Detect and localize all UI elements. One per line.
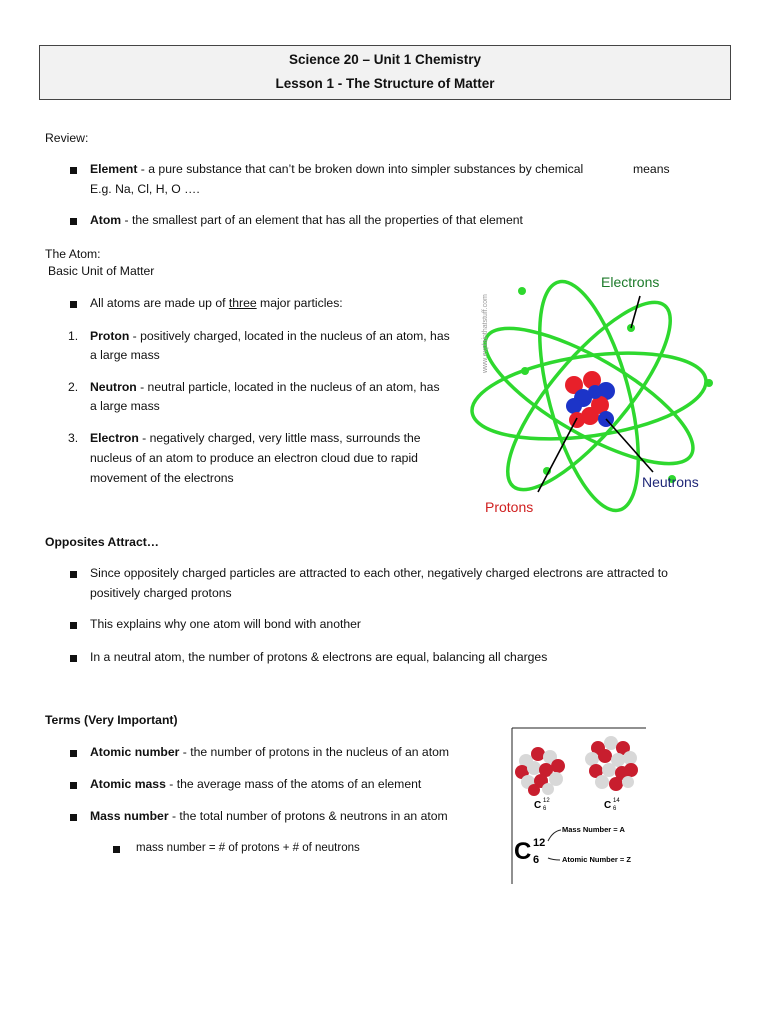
list-number: 1. bbox=[68, 329, 79, 343]
mass-number-label: Mass Number = A bbox=[562, 825, 625, 834]
element-example: E.g. Na, Cl, H, O …. bbox=[90, 182, 200, 196]
big-c-subscript: 6 bbox=[533, 854, 540, 866]
bullet-square bbox=[70, 655, 77, 662]
c14-subscript: 6 bbox=[613, 806, 617, 812]
neutron-line-1: Neutron - neutral particle, located in the nucleus of an atom, has bbox=[90, 380, 440, 394]
c12-superscript: 12 bbox=[543, 798, 550, 804]
bullet-square bbox=[70, 750, 77, 757]
atom-diagram bbox=[465, 258, 730, 523]
big-c-superscript: 12 bbox=[533, 837, 546, 849]
carbon-14-nucleus bbox=[585, 736, 638, 791]
list-number: 3. bbox=[68, 431, 79, 445]
bullet-square bbox=[113, 846, 120, 853]
atomic-number-label: Atomic Number = Z bbox=[562, 855, 631, 864]
proton-line-1: Proton - positively charged, located in the nucleus of an atom, has bbox=[90, 329, 450, 343]
protons-label: Protons bbox=[485, 499, 534, 515]
terms-heading: Terms (Very Important) bbox=[45, 713, 178, 727]
neutrons-label: Neutrons bbox=[642, 474, 699, 490]
carbon-12-nucleus bbox=[515, 747, 565, 796]
mass-number-formula: mass number = # of protons + # of neutrons bbox=[136, 842, 360, 854]
neutron-line-2: a large mass bbox=[90, 399, 160, 413]
isotope-figure bbox=[508, 726, 648, 886]
page-subtitle: Lesson 1 - The Structure of Matter bbox=[275, 76, 495, 91]
the-atom-heading: The Atom: bbox=[45, 247, 101, 261]
bullet-square bbox=[70, 301, 77, 308]
the-atom-subheading: Basic Unit of Matter bbox=[48, 264, 155, 278]
opposites-bullet-1-line-2: positively charged protons bbox=[90, 586, 232, 600]
c14-symbol: C bbox=[604, 800, 612, 811]
electron-line-2: nucleus of an atom to produce an electron cloud due to rapid bbox=[90, 451, 418, 465]
c12-subscript: 6 bbox=[543, 806, 547, 812]
c14-superscript: 14 bbox=[613, 798, 620, 804]
element-means: means bbox=[633, 162, 670, 176]
atomic-number-term: Atomic number - the number of protons in the nucleus of an atom bbox=[90, 745, 450, 759]
opposites-bullet-3: In a neutral atom, the number of protons & electrons are equal, balancing all charges bbox=[90, 650, 548, 664]
bullet-square bbox=[70, 218, 77, 225]
bullet-square bbox=[70, 782, 77, 789]
opposites-heading: Opposites Attract… bbox=[45, 535, 159, 549]
watermark: www.explainthatstuff.com bbox=[482, 294, 489, 373]
electron-line-1: Electron - negatively charged, very little mass, surrounds the bbox=[90, 431, 421, 445]
atom-definition: Atom - the smallest part of an element that has all the properties of that element bbox=[90, 213, 523, 227]
atomic-number-pointer bbox=[548, 858, 560, 860]
mass-number-pointer bbox=[548, 830, 561, 841]
bullet-square bbox=[70, 571, 77, 578]
bullet-square bbox=[70, 622, 77, 629]
proton-line-2: a large mass bbox=[90, 348, 160, 362]
bullet-square bbox=[70, 814, 77, 821]
bullet-square bbox=[70, 167, 77, 174]
electron-line-3: movement of the electrons bbox=[90, 471, 234, 485]
list-number: 2. bbox=[68, 380, 79, 394]
mass-number-term: Mass number - the total number of protons & neutrons in an atom bbox=[90, 809, 448, 823]
review-heading: Review: bbox=[45, 131, 89, 145]
opposites-bullet-2: This explains why one atom will bond with another bbox=[90, 617, 361, 631]
atomic-mass-term: Atomic mass - the average mass of the atoms of an element bbox=[90, 777, 422, 791]
title-box bbox=[39, 45, 731, 100]
opposites-bullet-1-line-1: Since oppositely charged particles are attracted to each other, negatively charged electrons are attracted to bbox=[90, 566, 668, 580]
page-title: Science 20 – Unit 1 Chemistry bbox=[288, 52, 482, 67]
particles-bullet: All atoms are made up of three major particles: bbox=[90, 296, 343, 310]
big-c-symbol: C bbox=[514, 838, 532, 865]
element-definition: Element - a pure substance that can’t be broken down into simpler substances by chemical bbox=[90, 162, 584, 176]
nucleus bbox=[565, 371, 615, 428]
electrons-label: Electrons bbox=[601, 274, 660, 290]
c12-symbol: C bbox=[534, 800, 542, 811]
